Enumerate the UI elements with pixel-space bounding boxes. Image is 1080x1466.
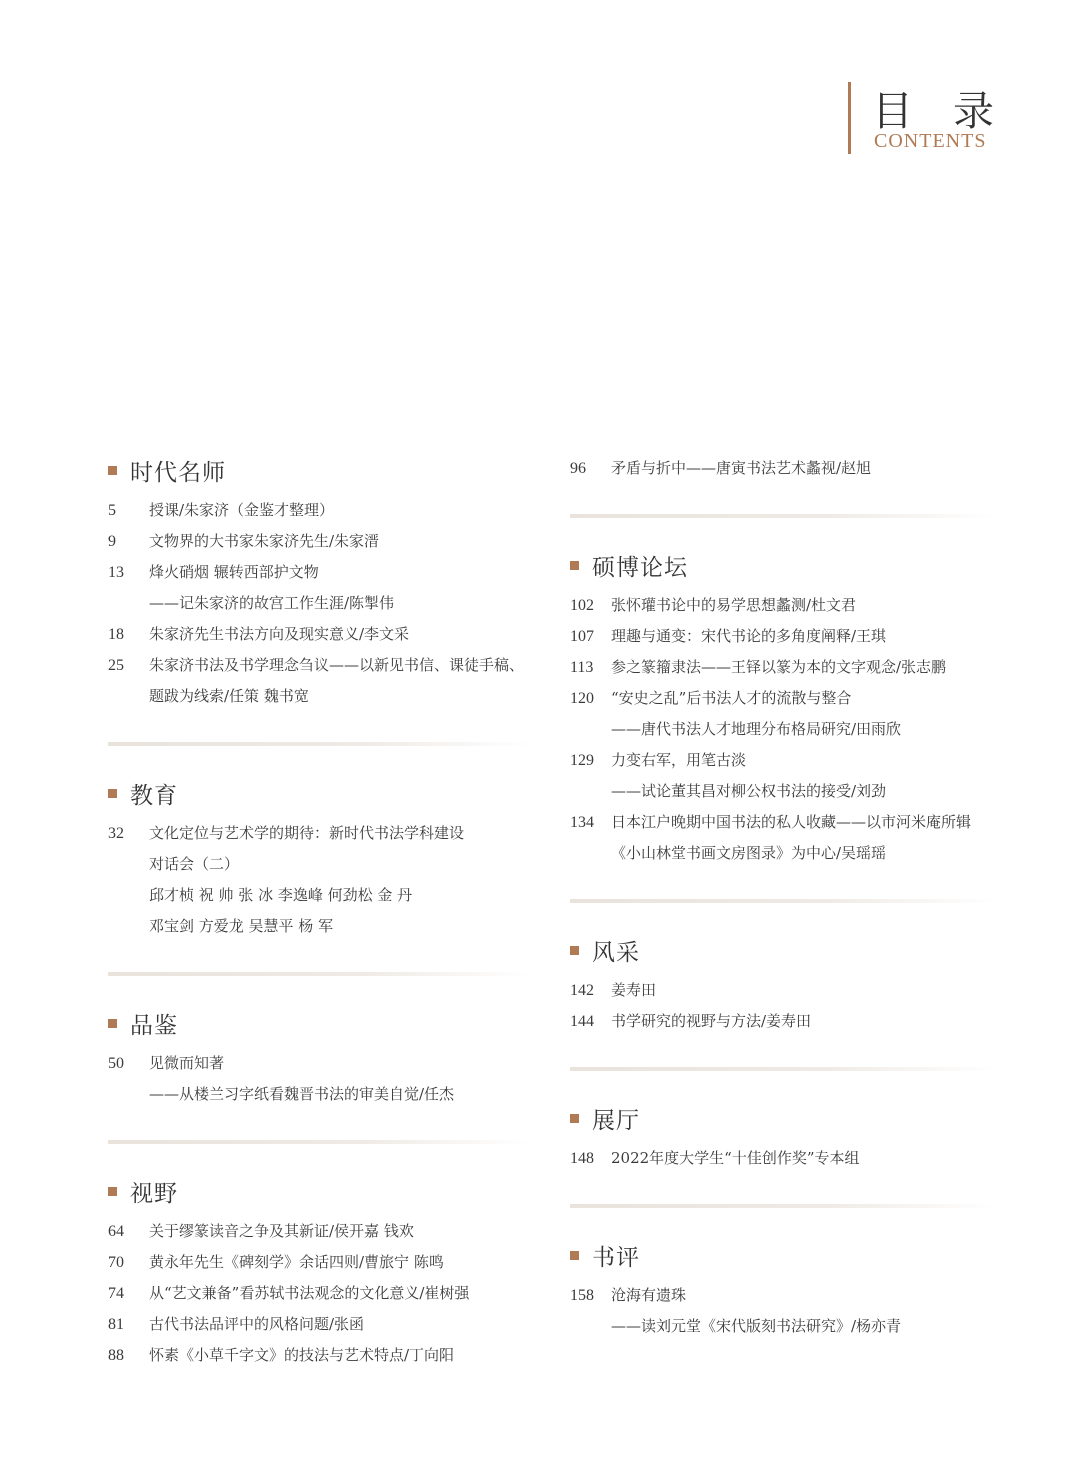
toc-entry[interactable] (570, 1143, 995, 1174)
section-title: 视野 (130, 1180, 178, 1207)
entry-title: 关于缪篆读音之争及其新证/侯开嘉 钱欢 (149, 1222, 414, 1240)
page-number: 88 (108, 1347, 124, 1364)
toc-entry[interactable] (108, 1278, 530, 1309)
section-heading (108, 1174, 530, 1208)
entry-title: 矛盾与折中——唐寅书法艺术蠡视/赵旭 (611, 459, 872, 477)
toc-entry[interactable] (570, 621, 995, 652)
toc-entry[interactable] (108, 1340, 530, 1371)
page-number: 13 (108, 564, 124, 581)
entry-title: 力变右军，用笔古淡 (611, 751, 747, 769)
toc-entry[interactable] (570, 807, 995, 869)
toc-entry[interactable] (108, 1048, 530, 1110)
toc-section (108, 776, 530, 942)
entry-title: 题跋为线索/任策 魏书宽 (149, 687, 309, 705)
section-title: 时代名师 (130, 459, 226, 486)
page-number: 148 (570, 1150, 594, 1167)
page-number: 5 (108, 502, 116, 519)
entry-title: 2022年度大学生“十佳创作奖”专本组 (611, 1149, 860, 1167)
section-heading (108, 1006, 530, 1040)
toc-entry[interactable] (570, 1280, 995, 1342)
section-divider (570, 1204, 995, 1208)
page-number: 74 (108, 1285, 124, 1302)
entry-title: 日本江户晚期中国书法的私人收藏——以市河米庵所辑 (611, 813, 972, 831)
page-number: 144 (570, 1013, 594, 1030)
page-number: 134 (570, 814, 594, 831)
entry-title: 邱才桢 祝 帅 张 冰 李逸峰 何劲松 金 丹 (149, 886, 413, 904)
square-bullet-icon (108, 1187, 117, 1196)
page-number: 102 (570, 597, 594, 614)
right-column (570, 453, 995, 1342)
entry-title: 《小山林堂书画文房图录》为中心/吴瑶瑶 (611, 844, 887, 862)
section-divider (108, 1140, 530, 1144)
contents-title-zh: 目录 (872, 87, 1034, 135)
toc-section (570, 1238, 995, 1342)
section-divider (570, 899, 995, 903)
page-number: 9 (108, 533, 116, 550)
square-bullet-icon (570, 561, 579, 570)
section-heading (570, 1101, 995, 1135)
entry-title: 姜寿田 (611, 981, 657, 999)
square-bullet-icon (108, 789, 117, 798)
toc-section (570, 1101, 995, 1174)
section-divider (108, 742, 530, 746)
toc-entry[interactable] (570, 975, 995, 1006)
page-number: 32 (108, 825, 124, 842)
entry-title: 怀素《小草千字文》的技法与艺术特点/丁向阳 (149, 1346, 455, 1364)
page-number: 107 (570, 628, 594, 645)
square-bullet-icon (570, 946, 579, 955)
entry-title: 黄永年先生《碑刻学》余话四则/曹旅宁 陈鸣 (149, 1253, 444, 1271)
entry-title: 邓宝剑 方爱龙 吴慧平 杨 军 (149, 917, 334, 935)
toc-section (570, 933, 995, 1037)
section-title: 品鉴 (130, 1012, 178, 1039)
entry-title: 沧海有遗珠 (611, 1286, 687, 1304)
toc-entry[interactable] (108, 526, 530, 557)
entry-title: 授课/朱家济（金鉴才整理） (149, 501, 335, 519)
contents-title-en: CONTENTS (874, 130, 987, 152)
section-title: 风采 (592, 939, 640, 966)
entry-title: ——记朱家济的故宫工作生涯/陈掣伟 (149, 594, 395, 612)
section-title: 展厅 (592, 1107, 640, 1134)
page-number: 120 (570, 690, 594, 707)
entry-title: ——从楼兰习字纸看魏晋书法的审美自觉/任杰 (149, 1085, 455, 1103)
square-bullet-icon (570, 1251, 579, 1260)
square-bullet-icon (108, 1019, 117, 1028)
section-divider (570, 514, 995, 518)
section-title: 教育 (130, 782, 178, 809)
entry-title: 古代书法品评中的风格问题/张函 (149, 1315, 365, 1333)
square-bullet-icon (108, 466, 117, 475)
section-heading (570, 548, 995, 582)
toc-entry[interactable] (108, 1247, 530, 1278)
header-accent-bar (848, 82, 851, 154)
toc-entry[interactable] (108, 619, 530, 650)
left-column (108, 453, 530, 1371)
toc-entry[interactable] (108, 495, 530, 526)
section-title: 书评 (592, 1244, 640, 1271)
entry-title: 文化定位与艺术学的期待：新时代书法学科建设 (149, 824, 465, 842)
entry-title: 理趣与通变：宋代书论的多角度阐释/王琪 (611, 627, 887, 645)
entry-title: 书学研究的视野与方法/姜寿田 (611, 1012, 812, 1030)
entry-title: 从“艺文兼备”看苏轼书法观念的文化意义/崔树强 (149, 1284, 470, 1302)
toc-section (570, 548, 995, 869)
page-number: 64 (108, 1223, 124, 1240)
section-divider (108, 972, 530, 976)
entry-title: 对话会（二） (149, 855, 240, 873)
square-bullet-icon (570, 1114, 579, 1123)
entry-title: 朱家济书法及书学理念刍议——以新见书信、课徒手稿、 (149, 656, 525, 674)
toc-entry[interactable] (108, 557, 530, 619)
toc-entry[interactable] (570, 745, 995, 807)
section-heading (570, 1238, 995, 1272)
page-number: 18 (108, 626, 124, 643)
contents-header (848, 82, 1034, 158)
page-number: 25 (108, 657, 124, 674)
toc-entry[interactable] (108, 818, 530, 942)
page-number: 113 (570, 659, 594, 676)
toc-section (108, 1174, 530, 1371)
section-heading (570, 933, 995, 967)
entry-title: 参之篆籀隶法——王铎以篆为本的文字观念/张志鹏 (611, 658, 947, 676)
toc-entry[interactable] (570, 652, 995, 683)
toc-section (108, 453, 530, 712)
toc-entry[interactable] (570, 590, 995, 621)
entry-title: 烽火硝烟 辗转西部护文物 (149, 563, 319, 581)
toc-entry[interactable] (108, 1309, 530, 1340)
entry-title: ——试论董其昌对柳公权书法的接受/刘劲 (611, 782, 887, 800)
page-number: 81 (108, 1316, 124, 1333)
entry-title: ——读刘元堂《宋代版刻书法研究》/杨亦青 (611, 1317, 902, 1335)
entry-title: 朱家济先生书法方向及现实意义/李文采 (149, 625, 410, 643)
section-divider (570, 1067, 995, 1071)
section-heading (108, 453, 530, 487)
entry-title: 张怀瓘书论中的易学思想蠡测/杜文君 (611, 596, 857, 614)
toc-entry[interactable] (108, 1216, 530, 1247)
entry-title: ——唐代书法人才地理分布格局研究/田雨欣 (611, 720, 902, 738)
toc-entry[interactable] (570, 1006, 995, 1037)
page-number: 96 (570, 460, 586, 477)
toc-entry[interactable] (570, 453, 995, 484)
toc-entry[interactable] (570, 683, 995, 745)
page-number: 129 (570, 752, 594, 769)
page-number: 70 (108, 1254, 124, 1271)
entry-title: 见微而知著 (149, 1054, 225, 1072)
toc-section (108, 1006, 530, 1110)
toc-entry[interactable] (108, 650, 530, 712)
entry-title: “安史之乱”后书法人才的流散与整合 (611, 689, 852, 707)
section-title: 硕博论坛 (592, 554, 688, 581)
page-number: 142 (570, 982, 594, 999)
page-number: 50 (108, 1055, 124, 1072)
page-number: 158 (570, 1287, 594, 1304)
entry-title: 文物界的大书家朱家济先生/朱家溍 (149, 532, 380, 550)
section-heading (108, 776, 530, 810)
